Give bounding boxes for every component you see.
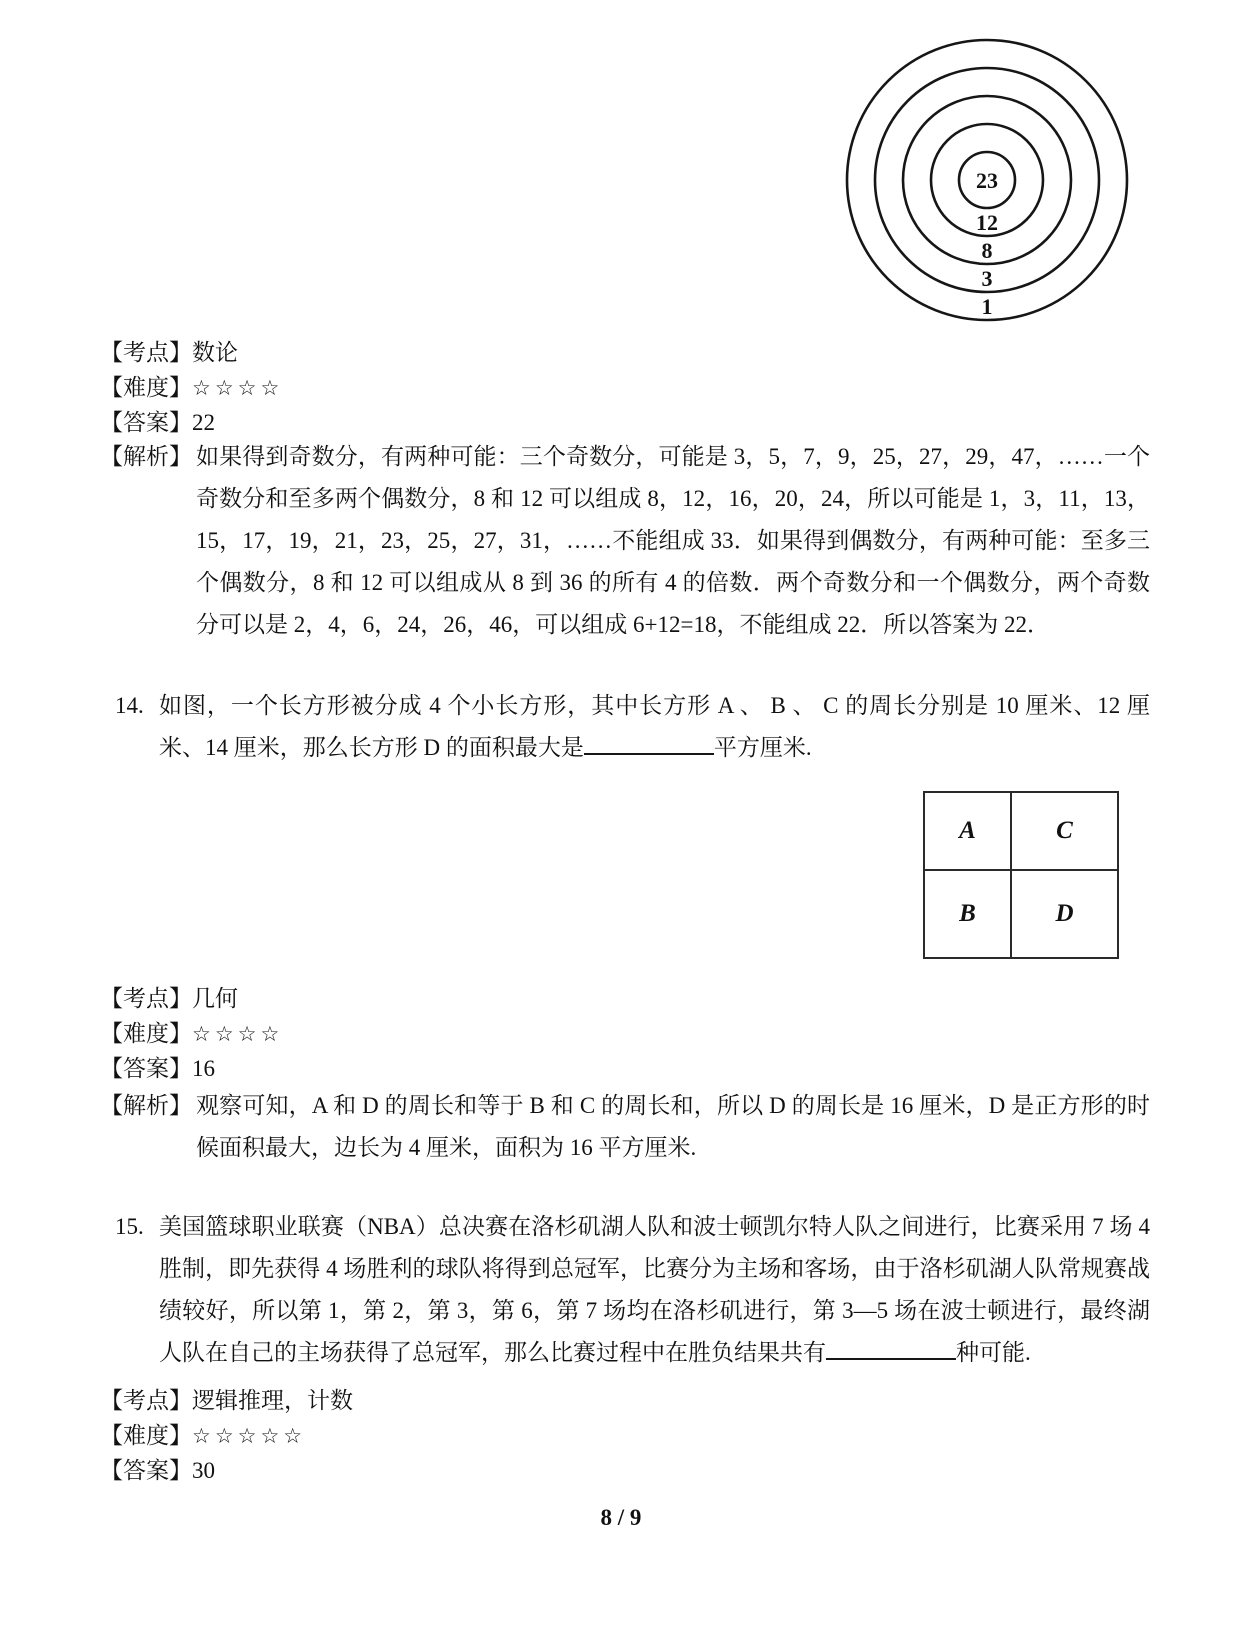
difficulty-stars: ☆☆☆☆☆	[192, 1424, 307, 1448]
page-number: 8 / 9	[600, 1505, 642, 1530]
solution14-jiexi	[100, 1085, 1150, 1169]
daan-row	[100, 1051, 283, 1086]
kaodian-value: 数论	[192, 340, 238, 365]
problem-text-after-blank: 平方厘米.	[713, 735, 812, 760]
rect-label-c: C	[1010, 793, 1117, 869]
kaodian-label: 【考点】	[100, 1388, 192, 1413]
daan-label: 【答案】	[100, 1458, 192, 1483]
problem-text-before-blank: 如图，一个长方形被分成 4 个小长方形，其中长方形 A 、 B 、 C 的周长分别是 10 厘米、12 厘米、14 厘米，那么长方形 D 的面积最大是	[159, 693, 1150, 760]
difficulty-stars: ☆☆☆☆	[192, 1022, 284, 1046]
jiexi-label: 【解析】	[100, 1093, 192, 1118]
jiexi-text: 观察可知，A 和 D 的周长和等于 B 和 C 的周长和，所以 D 的周长是 16 厘米，D 是正方形的时候面积最大，边长为 4 厘米，面积为 16 平方厘米.	[196, 1093, 1150, 1160]
target-score-3: 3	[981, 266, 993, 291]
problem-text-after-blank: 种可能.	[956, 1340, 1031, 1365]
rect-label-a: A	[959, 817, 976, 844]
kaodian-label: 【考点】	[100, 986, 192, 1011]
nandu-row	[100, 1016, 283, 1051]
rect-label-b: B	[925, 869, 1010, 957]
kaodian-value: 几何	[192, 986, 238, 1011]
daan-value: 16	[192, 1056, 215, 1081]
kaodian-label: 【考点】	[100, 340, 192, 365]
solution13-jiexi	[100, 436, 1150, 646]
target-score-23: 23	[976, 168, 998, 193]
daan-value: 30	[192, 1458, 215, 1483]
answer-blank	[584, 730, 714, 755]
daan-label: 【答案】	[100, 410, 192, 435]
problem-text-before-blank: 美国篮球职业联赛（NBA）总决赛在洛杉矶湖人队和波士顿凯尔特人队之间进行，比赛采用 7 场 4 胜制，即先获得 4 场胜利的球队将得到总冠军，比赛分为主场和客场，由于洛杉矶湖人队常规赛战绩较好，所以第 1，第 2，第 3，第 6，第 7 场均在洛杉矶进行，第 3—5 场在波士顿进行，最终湖人队在自己的主场获得了总冠军，那么比赛过程中在胜负结果共有	[159, 1214, 1150, 1365]
kaodian-row	[100, 1383, 353, 1418]
kaodian-row	[100, 981, 283, 1016]
nandu-label: 【难度】	[100, 375, 192, 400]
target-score-8: 8	[981, 238, 993, 263]
daan-row	[100, 1453, 353, 1488]
target-score-1: 1	[981, 294, 993, 319]
problem-text	[159, 685, 1150, 769]
solution13-meta	[100, 335, 283, 440]
nandu-row	[100, 370, 283, 405]
kaodian-value: 逻辑推理，计数	[192, 1388, 353, 1413]
daan-label: 【答案】	[100, 1056, 192, 1081]
rect-label-d: D	[1010, 869, 1117, 957]
jiexi-text: 如果得到奇数分，有两种可能：三个奇数分，可能是 3，5，7，9，25，27，29，47，……一个奇数分和至多两个偶数分，8 和 12 可以组成 8，12，16，20，24，所以可能是 1，3，11，13，15，17，19，21，23，25，27，31，……不能组成 33．如果得到偶数分，有两种可能：至多三个偶数分，8 和 12 可以组成从 8 到 36 的所有 4 的倍数．两个奇数分和一个偶数分，两个奇数分可以是 2，4，6，24，26，46，可以组成 6+12=18，不能组成 22．所以答案为 22．	[196, 444, 1150, 637]
answer-blank	[826, 1335, 956, 1360]
solution14-meta	[100, 981, 283, 1086]
target-circles-figure	[840, 15, 1140, 335]
problem-number: 15.	[115, 1214, 144, 1239]
rectangle-figure	[923, 791, 1119, 959]
nandu-row	[100, 1418, 353, 1453]
daan-row	[100, 405, 283, 440]
jiexi-label: 【解析】	[100, 444, 192, 469]
nandu-label: 【难度】	[100, 1021, 192, 1046]
nandu-label: 【难度】	[100, 1423, 192, 1448]
difficulty-stars: ☆☆☆☆	[192, 376, 284, 400]
solution15-meta	[100, 1383, 353, 1488]
problem15-statement	[115, 1206, 1150, 1374]
problem14-statement	[115, 685, 1150, 769]
problem-number: 14.	[115, 693, 144, 718]
problem-text	[159, 1206, 1150, 1374]
target-score-12: 12	[976, 210, 998, 235]
kaodian-row	[100, 335, 283, 370]
daan-value: 22	[192, 410, 215, 435]
